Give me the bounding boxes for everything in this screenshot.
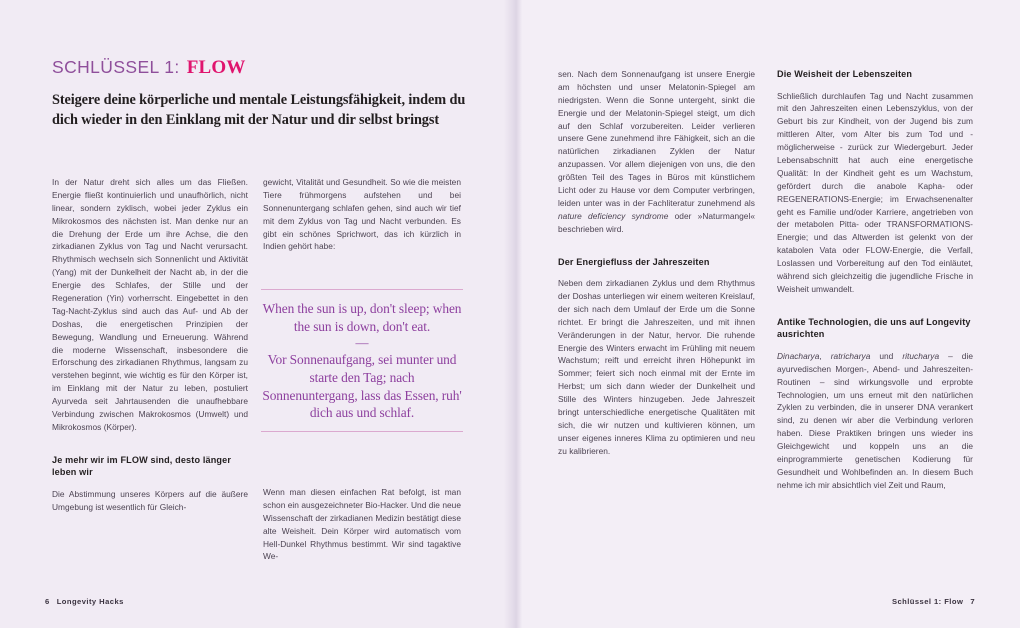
column-4 [777,68,973,492]
paragraph: Wenn man diesen einfachen Rat befolgt, ist man schon ein ausgezeichneter Bio-Hacker. Und die neue Wissenschaft der zirkadianen Medizin bestätigt diese alte Weisheit. Dein Körper wird automatisch vom Hell-Dunkel Rhythmus bestimmt. Wir sind tagaktive We- [263,487,461,562]
right-page [516,0,1020,628]
page-number-right: 7 [970,597,975,606]
subheading-ancient-technologies: Antike Technologien, die uns auf Longevity ausrichten [777,316,971,340]
column-2 [263,176,461,261]
paragraph-text-post: oder »Naturmangel« beschrieben wird. [558,210,755,234]
column-3 [558,68,755,458]
chapter-kicker-flow: FLOW [186,57,246,78]
paragraph: Schließlich durchlaufen Tag und Nacht zusammen mit den Jahreszeiten einen Lebenszyklus, von der Geburt bis zur Kindheit, von der Jugend bis zum mittleren Alter, vom Alter bis zum Tod und - möglicherweise - zurück zur Wiedergeburt. Jeder Lebensabschnitt hat auch eine energetische Qualität: In der Kindheit geht es um Wachstum, gefördert durch die anabole Kapha- oder REGENERATIONS-Energie; im Erwachsenenalter geht es Familie und/oder Karriere, angetrieben von der metabolen Pitta- oder TRANSFORMATIONS-Energie; und das Altwerden ist gelenkt von der katabolen Vata oder FLOW-Energie, die Verfall, Loslassen und Vorbereitung auf den Tod einläutet, während sich gleichzeitig die jugendliche Frische in Weisheit umwandelt. [777,90,973,294]
subheading-flow-longer-life: Je mehr wir im FLOW sind, desto länger leben wir [52,454,232,478]
paragraph: Die Abstimmung unseres Körpers auf die äußere Umgebung ist wesentlich für Gleich- [52,488,248,512]
paragraph-text-mid1: , [819,350,831,361]
paragraph-text-pre: sen. Nach dem Sonnenaufgang ist unsere Energie am höchsten und unser Melatonin-Spiegel am niedrigsten. Wenn die Sonne untergeht, sinkt die Energie und der Melatonin-Spiegel steigt, um dich auf den Schlaf vorzubereiten. Leider verlieren unsere Gene zunehmend ihre Fähigkeit, sich an die natürlichen zirkadianen Zyklen der Natur anzupassen. Vor allem diejenigen von uns, die den größten Teil des Tages in Büros mit künstlichem Licht oder zu Hause vor dem Computer verbringen, leiden unter was in der Fachliteratur zunehmend als [558,69,755,208]
column-1 [52,176,248,514]
running-head-right: Schlüssel 1: Flow [891,597,964,606]
paragraph: Neben dem zirkadianen Zyklus und dem Rhythmus der Doshas unterliegen wir einem weiteren Kreislauf, der sich nach dem Umlauf der Erde um die Sonne richtet. Er bringt die Jahreszeiten, und mit ihnen Veränderungen in der Natur, hervor. Die ruhende Energie des Winters erwacht im Frühling mit neuem Wachstum; reift und erreicht ihren Höhepunkt im Sommer; feiert sich noch einmal mit der Ernte im Herbst; um sich dann wieder der Dunkelheit und Stille des Winters hinzugeben. Jede Jahreszeit bringt unterschiedliche energetische Qualitäten mit sich, die wir nutzen und kultivieren können, um unser eigenes inneres Klima zu optimieren und neu zu kalibrieren. [558,278,755,456]
paragraph [558,68,755,236]
pull-quote-english: When the sun is up, don't sleep; when the sun is down, don't eat. [262,301,462,334]
paragraph: gewicht, Vitalität und Gesundheit. So wie die meisten Tiere frühmorgens aufstehen und bei Sonnenuntergang schlafen gehen, sind auch wir tief mit dem Zyklus von Tag und Nacht verbunden. Es gibt ein schönes Sprichwort, das ich kürzlich in Indien gehört habe: [263,177,461,252]
pull-quote [261,289,463,432]
page-number-left: 6 [45,597,50,606]
column-2-lower [263,486,461,563]
italic-term-ratricharya: ratricharya [830,350,871,361]
subheading-wisdom-lifetimes: Die Weisheit der Lebenszeiten [777,69,913,79]
running-head-left: Longevity Hacks [56,597,124,606]
paragraph: In der Natur dreht sich alles um das Fließen. Energie fließt kontinuierlich und unaufhörlich, nicht linear, sondern zyklisch, wobei jeder Zyklus ein Mikrokosmos des nächsten ist. Man denke nur an die Drehung der Erde um ihre Achse, die den zirkadianen Zyklus von Tag und Nacht verursacht. Rhythmisch wechseln sich Sonnenlicht und Aktivität (Yang) mit der Dunkelheit der Nacht ab, in der die Energie des Schlafes, der Stille und der Regeneration (Yin) vorherrscht. Eingebettet in den Tag-Nacht-Zyklus sind auch das Auf- und Ab der Doshas, die energetischen Prinzipien der Bewegung, Wandlung und Erneuerung. Während die moderne Wissenschaft, insbesondere die Erforschung des zirkadianen Rhythmus, langsam zu verstehen beginnt, wie wichtig es für den Körper ist, im Einklang mit der Natur zu leben, postuliert Ayurveda seit Jahrtausenden die unaufhebbare Verbindung zwischen Makrokosmos (Umwelt) und Mikrokosmos (Körper). [52,177,248,432]
pull-quote-german: Vor Sonnenaufgang, sei munter und starte den Tag; nach Sonnenuntergang, lass das Essen, ruh' dich aus und schlaf. [262,352,462,421]
footer-right [892,597,975,606]
chapter-deck: Steigere deine körperliche und mentale Leistungsfähigkeit, indem du dich wieder in den Einklang mit der Natur und dir selbst bringst [52,91,466,129]
pull-quote-body [261,290,463,422]
paragraph [777,350,973,492]
pull-quote-dash: — [355,335,369,351]
italic-term-ritucharya: ritucharya [902,350,940,361]
paragraph-text-mid2: und [870,350,903,361]
paragraph-text-rest: – die ayurvedischen Morgen-, Abend- und Jahreszeiten-Routinen – sind wirkungsvolle und erprobte Technologien, um uns erneut mit den natürlichen Zyklen zu verbinden, die in unserer DNA verankert sind, zu denen wir aber die Verbindung verloren haben. Diese Praktiken bringen uns wieder ins Gleichgewicht und koppeln uns an die einprogrammierte genetischen Kodierung für Gesundheit und Wohlbefinden an. In diesem Buch nehme ich mir absichtlich viel Zeit und Raum, [777,350,973,490]
subheading-energy-seasons: Der Energiefluss der Jahreszeiten [558,256,710,267]
footer-left [45,597,124,606]
chapter-header [52,58,472,130]
italic-term-nature-deficiency: nature deficiency syndrome [558,210,669,221]
chapter-kicker-label: SCHLÜSSEL 1: [52,57,180,77]
chapter-kicker [52,58,472,79]
italic-term-dinacharya: Dinacharya [777,350,820,361]
pull-quote-rule-bottom [261,431,463,432]
